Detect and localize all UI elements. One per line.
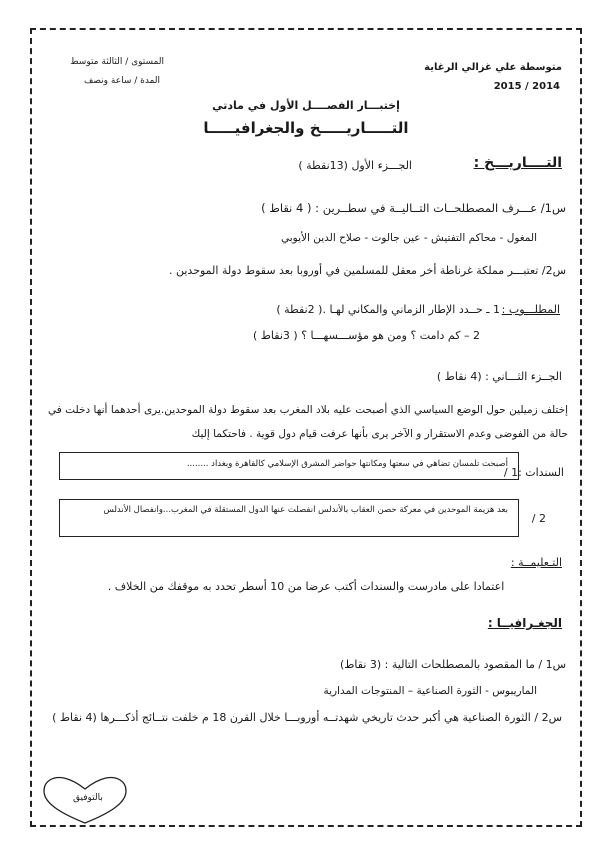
geography-q2: س2 / الثورة الصناعية هي أكبر حدث تاريخي شهدتــه أوروبـــا خلال القرن 18 م خلفت نتــائج أذكـــرها (4 نقاط )	[52, 711, 562, 724]
document-2-number: 2 /	[531, 512, 546, 525]
required-item-1: 1 ـ حــدد الإطار الزماني والمكاني لهـا .( 2نقطة )	[276, 303, 500, 316]
required-item-2: 2 – كم دامت ؟ ومن هو مؤســـسهـــا ؟ ( 3نقاط )	[252, 329, 480, 342]
geography-q1-terms: الماريبوس - الثورة الصناعية – المنتوجات المدارية	[323, 685, 537, 697]
documents-label: السندات :1 /	[503, 466, 564, 479]
school-year: 2015 / 2014	[493, 81, 560, 92]
part2-heading: الجــزء الثـــاني : (4 نقاط )	[436, 370, 562, 383]
document-1-text: أصبحت تلمسان تضاهي في سعتها ومكانتها حواضر المشرق الإسلامي كالقاهرة وبغداد ........	[186, 459, 508, 469]
history-q1: س1/ عـــرف المصطلحــات التــاليــة في سطــرين : ( 4 نقاط )	[261, 201, 566, 215]
required-label: المطلـــوب :	[501, 303, 560, 316]
history-q1-terms: المغول - محاكم التفتيش - عين جالوت - صلاح الدين الأيوبي	[280, 232, 537, 244]
exam-title: إختبـــار الفصــــل الأول في مادتي	[212, 99, 400, 112]
document-2-text: بعد هزيمة الموحدين في معركة حصن العقاب بالأندلس انفصلت عنها الدول المستقلة في المغرب...وانفصال الأندلس	[103, 505, 508, 515]
history-q2: س2/ تعتبـــر مملكة غرناطة أخر معقل للمسلمين في أوروبا بعد سقوط دولة الموحدين .	[169, 264, 566, 277]
level: المستوى / الثالثة متوسط	[70, 57, 164, 67]
part1-heading: الجـــزء الأول (13نقطة )	[298, 159, 412, 172]
good-luck-text: بالتوفيق	[73, 793, 103, 803]
instruction-text: اعتمادا على مادرست والسندات أكتب عرضا من 10 أسطر تحدد به موقفك من الخلاف .	[107, 580, 505, 593]
subjects-title: التـــــاريـــــخ والجغرافيـــــا	[203, 119, 409, 137]
geography-q1: س1 / ما المقصود بالمصطلحات التالية : (3 نقاط)	[339, 658, 566, 671]
history-title: التــــاريـــخ :	[473, 155, 562, 171]
instruction-label: التـعليمــة :	[510, 556, 562, 569]
geography-title: الجغـرافيــا :	[487, 616, 562, 630]
situation-paragraph: إختلف زميلين حول الوضع السياسي الذي أصبحت عليه بلاد المغرب بعد سقوط دولة الموحدين.يرى أحدهما أنها دخلت في حالة من الفوضى وعدم الاستقرار و الآخر يرى بأنها عرفت قيام دول قوية . فاحتكما إليك	[48, 404, 568, 440]
duration: المدة / ساعة ونصف	[84, 76, 160, 86]
school-name: متوسطة علي غزالي الرغاية	[424, 62, 562, 73]
